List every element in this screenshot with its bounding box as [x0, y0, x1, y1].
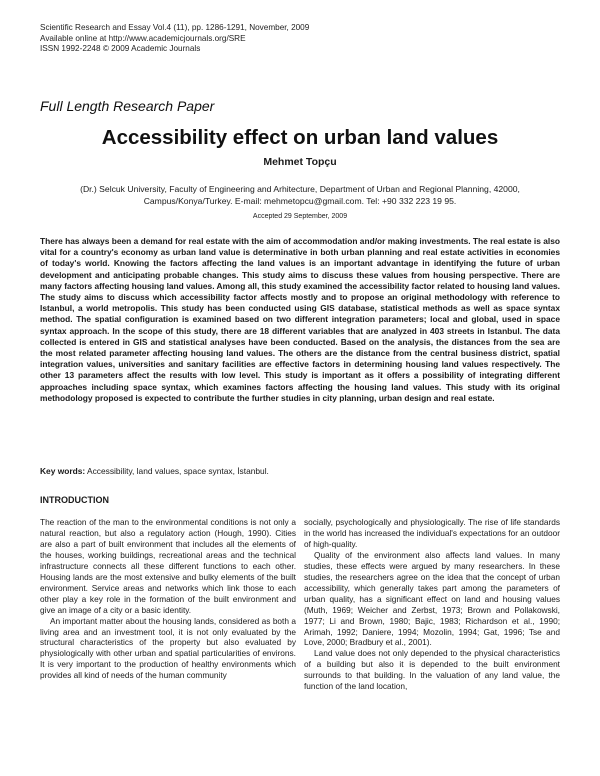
author-name: Mehmet Topçu — [263, 156, 337, 168]
journal-url: Available online at http://www.academicjournals.org/SRE — [40, 33, 246, 43]
keywords — [40, 466, 560, 476]
journal-header — [40, 23, 309, 55]
paper-title: Accessibility effect on urban land values — [101, 126, 499, 149]
keywords-label: Key words: — [40, 466, 86, 476]
article-type: Full Length Research Paper — [40, 98, 215, 114]
journal-issn: ISSN 1992-2248 © 2009 Academic Journals — [40, 44, 201, 54]
section-heading-introduction: INTRODUCTION — [40, 495, 109, 505]
paragraph: An important matter about the housing lands, considered as both a living area and an investment tool, it is not only evaluated by the structural characteristics of the property but also evaluated by physiologically with other urban and spatial particularities of environs. It is very important to the production of healthy environments which provides all kind of needs of the human community — [40, 615, 296, 681]
paragraph: The reaction of the man to the environmental conditions is not only a natural reaction, but also a regulatory action (Hough, 1990). Cities are also a part of built environment that includes all the elements of the houses, working buildings, recreational areas and the technical infrastructure connects all these different functions to each other. Housing lands are the most extensive and bulky elements of the built environment. Service areas and networks which link those to each other play a key role in the formation of the built environment and give an image of a city or a basic identity. — [40, 517, 296, 615]
body-column-left — [40, 517, 296, 681]
paragraph: Quality of the environment also affects land values. In many studies, these effects were argued by many researchers. In these studies, the researchers agree on the idea that the concept of urban accessibility, which generally takes part among the parameters of urban quality, has a significant effect on land and housing values (Muth, 1969; Weicher and Zerbst, 1973; Brown and Pollakowski, 1977; Li and Brown, 1980; Bajic, 1983; Richardson et al., 1990; Arimah, 1992; Daniere, 1994; Mozolin, 1994; Gat, 1996; Tse and Love, 2000; Bradbury et al., 2001). — [304, 549, 560, 648]
paragraph: Land value does not only depended to the physical characteristics of a building but also it is depended to the built environment surrounds to that building. In the valuation of any land value, the function of the land location, — [304, 648, 560, 692]
accepted-date: Accepted 29 September, 2009 — [252, 213, 348, 220]
journal-citation: Scientific Research and Essay Vol.4 (11), pp. 1286-1291, November, 2009 — [40, 23, 310, 32]
paragraph: socially, psychologically and physiologically. The rise of life standards in the world has increased the individual's expectations for an outdoor of high-quality. — [304, 517, 560, 549]
body-column-right — [304, 517, 560, 692]
author-affiliation: (Dr.) Selcuk University, Faculty of Engineering and Arhitecture, Department of Urban and Regional Planning, 42000, Campus/Konya/Turkey. E-mail: mehmetopcu@gmail.com. Tel: +90 332 223 19 95. — [80, 184, 520, 207]
keywords-text: Accessibility, land values, space syntax, İstanbul. — [87, 466, 269, 476]
abstract: There has always been a demand for real estate with the aim of accommodation and/or making investments. The real estate is also vital for a country's economy as urban land value is determinative in both urban planning and real estate activities in economies of today's world. Knowing the factors affecting the land values is an important advantage in identifying the future of urban development and anticipating probable changes. This study aims to discuss these values from housing perspective. There are many factors affecting housing land values. Among all, this study examined the accessibility factor related to housing land values. The study aims to discuss which accessibility factor affects mostly and to propose an original methodology with reference to Istanbul, a world metropolis. This study has been conducted using GIS database, statistical methods as well as space syntax method. The spatial configuration is examined based on two different integration parameters; local and global, used in space syntax approach. In the scope of this study, there are 18 different variables that are analyzed in 403 streets in Istanbul. The data collected is entered in GIS and statistical analyses have been conducted. Based on the analysis, the distances from the sea are the most related parameter affecting housing land values. The others are the distance from the central business district, spatial integration values, universities and sanitary facilities are effective factors in determining housing land values respectively. The other 13 parameters affect the results with low level. This study is important as it offers a possibility of integrating different approaches including space syntax, which examines factors affecting the housing land values. This study with its original methodology proposed is expected to contribute the further studies in city planning, urban design and real estate. — [40, 236, 560, 403]
